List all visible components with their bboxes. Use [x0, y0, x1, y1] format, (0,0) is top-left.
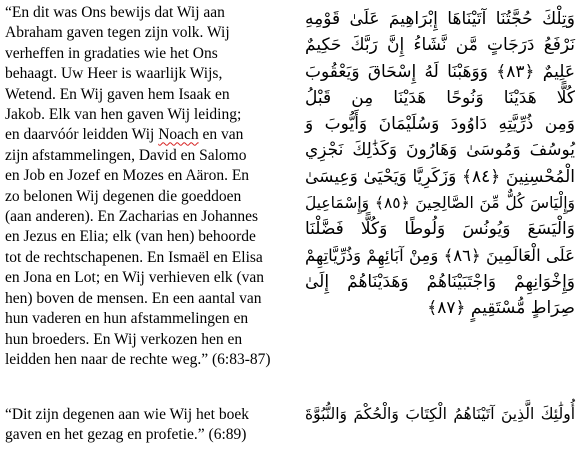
dutch-passage-6-89	[5, 405, 295, 446]
dutch-line: gaven en het gezag en profetie.” (6:89)	[5, 426, 247, 444]
dutch-line: hun vaderen en hun afstammelingen en	[5, 310, 249, 328]
arabic-passage-6-89	[305, 400, 575, 428]
dutch-line: Jakob. Elk van hen gaven Wij leiding;	[5, 106, 242, 124]
arabic-line: عَلَى الْعَالَمِينَ ﴿٨٦﴾ وَمِنْ آبَائِهِمْ وَذُرِّيَّاتِهِمْ	[305, 245, 575, 265]
spellcheck-underlined-word: Noach	[158, 126, 199, 144]
dutch-line: “En dit was Ons bewijs dat Wij aan	[5, 4, 225, 21]
arabic-passage-6-83-87	[305, 6, 575, 322]
dutch-line: Wetend. En Wij gaven hem Isaak en	[5, 85, 230, 103]
arabic-line: وَتِلْكَ حُجَّتُنَا آتَيْنَاهَا إِبْرَاهِيمَ عَلَىٰ قَوْمِهِ	[305, 9, 575, 29]
dutch-line: zo belonen Wij degenen die goeddoen	[5, 187, 242, 205]
dutch-line: tot de rechtschapenen. En Ismaël en Elisa	[5, 248, 263, 266]
arabic-line: كُلًّا هَدَيْنَا وَنُوحًا هَدَيْنَا مِن قَبْلُ	[305, 87, 575, 108]
dutch-line: “Dit zijn degenen aan wie Wij het boek	[5, 406, 249, 423]
dutch-line-part: en van	[198, 126, 244, 144]
dutch-line: en Jona en Lot; en Wij verhieven elk (van	[5, 269, 265, 287]
dutch-line: hen) boven de mensen. En een aantal van	[5, 289, 262, 307]
dutch-line: Abraham gaven tegen zijn volk. Wij	[5, 24, 230, 42]
dutch-line-part: en daarvóór leidden Wij	[5, 126, 159, 144]
dutch-line: zijn afstammelingen, David en Salomo	[5, 146, 247, 164]
arabic-line: يُوسُفَ وَمُوسَىٰ وَهَارُونَ وَكَذَٰلِكَ نَجْزِي	[305, 140, 575, 161]
dutch-line: behaagt. Uw Heer is waarlijk Wijs,	[5, 65, 223, 83]
dutch-line: verheffen in gradaties wie het Ons	[5, 44, 218, 62]
arabic-line: وَإِلْيَاسَ كُلٌّ مِّنَ الصَّالِحِينَ ﴿٨٥﴾ وَإِسْمَاعِيلَ	[305, 194, 575, 213]
dutch-line: hun broeders. En Wij verkozen hen en	[5, 330, 243, 348]
dutch-line: (aan anderen). En Zacharias en Johannes	[5, 208, 259, 226]
arabic-line: الْمُحْسِنِينَ ﴿٨٤﴾ وَزَكَرِيَّا وَيَحْيَىٰ وَعِيسَىٰ	[305, 166, 575, 187]
arabic-line: وَإِخْوَانِهِمْ وَاجْتَبَيْنَاهُمْ وَهَدَيْنَاهُمْ إِلَىٰ	[305, 271, 575, 292]
arabic-line: صِرَاطٍ مُّسْتَقِيمٍ ﴿٨٧﴾	[427, 298, 575, 319]
dutch-line	[5, 125, 295, 145]
arabic-line: عَلِيمٌ ﴿٨٣﴾ وَوَهَبْنَا لَهُ إِسْحَاقَ وَيَعْقُوبَ	[305, 61, 575, 82]
dutch-line: en Job en Jozef en Mozes en Aäron. En	[5, 167, 250, 185]
dutch-line: leidden hen naar de rechte weg.” (6:83-87)	[5, 350, 271, 368]
arabic-line: أُولَٰئِكَ الَّذِينَ آتَيْنَاهُمُ الْكِتَابَ وَالْحُكْمَ وَالنُّبُوَّةَ	[305, 405, 575, 423]
dutch-passage-6-83-87	[5, 3, 295, 370]
arabic-line: وَالْيَسَعَ وَيُونُسَ وَلُوطًا وَكُلًّا فَضَّلْنَا	[305, 219, 575, 240]
arabic-line: وَمِن ذُرِّيَّتِهِ دَاوُودَ وَسُلَيْمَانَ وَأَيُّوبَ وَ	[305, 114, 575, 135]
dutch-line: en Jezus en Elia; elk (van hen) behoorde	[5, 228, 256, 246]
arabic-line: نَرْفَعُ دَرَجَاتٍ مَّن نَّشَاءُ إِنَّ رَبَّكَ حَكِيمٌ	[305, 35, 575, 56]
